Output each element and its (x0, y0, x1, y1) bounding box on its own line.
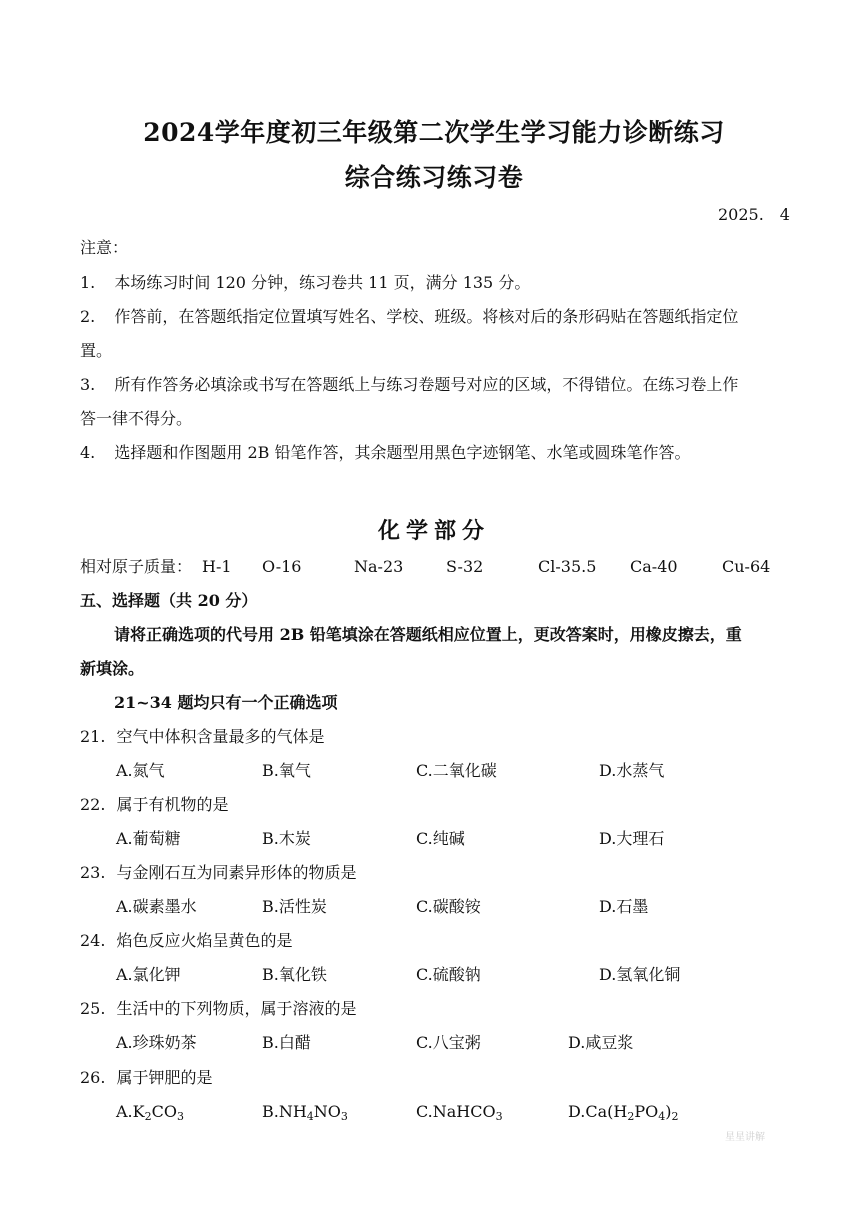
notice-item-3 (80, 375, 738, 395)
q23-option-b: B.活性炭 (262, 897, 327, 916)
question-text: 属于有机物的是 (116, 795, 229, 814)
q21-option-c: C.二氧化碳 (416, 761, 497, 780)
notice-heading: 注意： (80, 238, 129, 257)
part5-heading: 五、选择题（共 20 分） (80, 591, 258, 610)
atomic-mass-cu: Cu-64 (722, 557, 771, 576)
question-23-stem (80, 863, 357, 883)
question-number: 23. (80, 863, 106, 882)
q21-option-b: B.氧气 (262, 761, 311, 780)
question-24-stem (80, 931, 293, 951)
question-text: 与金刚石互为同素异形体的物质是 (116, 863, 357, 882)
notice-item-text: 作答前，在答题纸指定位置填写姓名、学校、班级。将核对后的条形码贴在答题纸指定位 (114, 307, 739, 326)
section-title: 化学部分 (377, 518, 490, 544)
atomic-mass-h: H-1 (202, 557, 232, 576)
question-21-stem (80, 727, 325, 747)
notice-item-1 (80, 273, 530, 293)
q23-option-d: D.石墨 (599, 897, 649, 916)
question-text: 生活中的下列物质，属于溶液的是 (116, 999, 357, 1018)
q26-option-c: C.NaHCO$_3$ (416, 1102, 503, 1123)
question-25-stem (80, 999, 357, 1019)
part5-subheading: 21~34 题均只有一个正确选项 (114, 693, 338, 712)
question-26-stem (80, 1068, 213, 1088)
notice-item-text: 所有作答务必填涂或书写在答题纸上与练习卷题号对应的区域，不得错位。在练习卷上作 (114, 375, 739, 394)
notice-item-text: 选择题和作图题用 2B 铅笔作答，其余题型用黑色字迹钢笔、水笔或圆珠笔作答。 (114, 443, 691, 462)
question-text: 焰色反应火焰呈黄色的是 (116, 931, 293, 950)
q26-option-a: $A.K_2CO_3$ (116, 1102, 184, 1123)
question-number: 24. (80, 931, 106, 950)
page-title: 2024学年度初三年级第二次学生学习能力诊断练习 (143, 118, 725, 147)
exam-date: 2025. 4 (718, 205, 790, 224)
q25-option-c: C.八宝粥 (416, 1033, 481, 1052)
page-subtitle: 综合练习练习卷 (344, 163, 524, 192)
notice-item-text: 本场练习时间 120 分钟，练习卷共 11 页，满分 135 分。 (114, 273, 531, 292)
notice-item-number: 3. (80, 375, 96, 394)
question-number: 21. (80, 727, 106, 746)
q25-option-b: B.白醋 (262, 1033, 311, 1052)
notice-item-3-continued: 答一律不得分。 (80, 409, 193, 428)
q26-option-b: $B.NH_4NO_3$ (262, 1102, 348, 1123)
q22-option-a: A.葡萄糖 (116, 829, 181, 848)
question-number: 26. (80, 1068, 106, 1087)
atomic-mass-cl: Cl-35.5 (538, 557, 597, 576)
question-text: 属于钾肥的是 (116, 1068, 213, 1087)
question-22-stem (80, 795, 229, 815)
atomic-mass-na: Na-23 (354, 557, 404, 576)
q22-option-c: C.纯碱 (416, 829, 465, 848)
q24-option-b: B.氧化铁 (262, 965, 327, 984)
part5-instruction-continued: 新填涂。 (80, 659, 145, 678)
notice-item-2 (80, 307, 738, 327)
q24-option-d: D.氢氧化铜 (599, 965, 681, 984)
atomic-mass-o: O-16 (262, 557, 302, 576)
watermark: 星星讲解 (725, 1132, 765, 1143)
q25-option-d: D.咸豆浆 (568, 1033, 634, 1052)
q21-option-d: D.水蒸气 (599, 761, 665, 780)
q23-option-c: C.碳酸铵 (416, 897, 481, 916)
q24-option-c: C.硫酸钠 (416, 965, 481, 984)
notice-item-number: 1. (80, 273, 96, 292)
q22-option-d: D.大理石 (599, 829, 665, 848)
notice-item-number: 4. (80, 443, 96, 462)
atomic-masses-label: 相对原子质量： (80, 557, 193, 576)
q25-option-a: A.珍珠奶茶 (116, 1033, 197, 1052)
q26-option-d: $D.Ca(H_2PO_4)_2$ (568, 1102, 679, 1123)
part5-instruction: 请将正确选项的代号用 2B 铅笔填涂在答题纸相应位置上，更改答案时，用橡皮擦去，重 (114, 625, 742, 644)
q22-option-b: B.木炭 (262, 829, 311, 848)
notice-item-number: 2. (80, 307, 96, 326)
q24-option-a: A.氯化钾 (116, 965, 181, 984)
q21-option-a: A.氮气 (116, 761, 165, 780)
q23-option-a: A.碳素墨水 (116, 897, 197, 916)
question-text: 空气中体积含量最多的气体是 (116, 727, 325, 746)
atomic-mass-ca: Ca-40 (630, 557, 678, 576)
notice-item-2-continued: 置。 (80, 341, 113, 360)
atomic-mass-s: S-32 (446, 557, 484, 576)
question-number: 25. (80, 999, 106, 1018)
question-number: 22. (80, 795, 106, 814)
notice-item-4 (80, 443, 690, 463)
